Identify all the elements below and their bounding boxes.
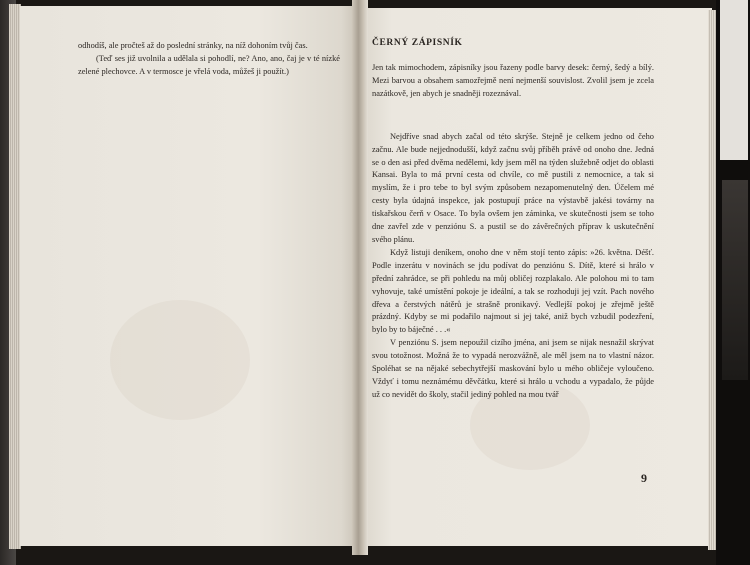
paper-stain (110, 300, 250, 420)
left-page (20, 6, 358, 546)
paragraph: Jen tak mimochodem, zápisníky jsou řazeny podle barvy desek: černý, šedý a bílý. Mezi barvou a obsahem samozřejmě není nejmenší souvislost. Zvolil jsem je zcela nazátkově, jen abych je snadněji rozeznával. (372, 63, 654, 98)
background-paper-strip (720, 0, 748, 160)
page-number: 9 (641, 471, 647, 485)
page-edges-right (708, 10, 716, 550)
paragraph: Nejdříve snad abych začal od této skrýše. Stejně je celkem jedno od čeho začnu. Ale bude nejjednodušší, když začnu svůj příběh právě od onoho dne. Jedná se o den asi před dvěma nedělemi, kdy jsem měl na týden služebně odjet do oblasti Kansai. Byla to má první cesta od chvíle, co mě pustili z nemocnice, a tak si myslím, že i pro tebe to byl svým způsobem nezapomenutelný den. Účelem mé cesty byla údajná inspekce, jak postupují práce na výstavbě jakési továrny na tiskařskou čerň v Osace. To byla ovšem jen záminka, ve skutečnosti jsem se toho dne zavřel zde v penziónu S. a pustil se do závěrečných příprav k uskutečnění svého plánu. (372, 131, 654, 244)
chapter-heading: ČERNÝ ZÁPISNÍK (372, 38, 463, 48)
right-page-text (372, 62, 654, 402)
paragraph: odhodíš, ale pročteš až do poslední stránky, na níž dohoním tvůj čas. (78, 41, 308, 50)
paragraph: V penziónu S. jsem nepoužil cizího jména, ani jsem se nijak nesnažil skrývat svou totožnost. Možná že to vypadá nerozvážně, ale měl jsem na to vlastní názor. Spoléhat se na nějaké sebechytřejší maskování bylo u mého obličeje vyloučeno. Vždyť i tomu neznámému děvčátku, které si hrálo u vchodu a vypadalo, že půjde už co nevidět do školy, stačil jediný pohled na mou tvář (372, 338, 654, 399)
left-page-text (78, 40, 340, 79)
book-cover-right (716, 0, 750, 565)
background-shadow-strip (722, 180, 748, 380)
paragraph: (Teď ses již uvolnila a udělala si pohodlí, ne? Ano, ano, čaj je v té nízké zelené plechovce. A v termosce je vřelá voda, můžeš ji použít.) (78, 53, 340, 76)
book-gutter (352, 0, 368, 555)
paragraph: Když listuji deníkem, onoho dne v něm stojí tento zápis: »26. května. Déšť. Podle inzerátu v novinách se jdu podívat do penziónu S. Dítě, které si hrálo v přední zahrádce, se při pohledu na můj obličej rozplakalo. Ale polohou mi to tam vyhovuje, také umístění pokoje je ideální, a tak se rozhoduji jej vzít. Pach nového dřeva a čerstvých nátěrů je strašně pronikavý. Vedlejší pokoj je zřejmě ještě prázdný. Kdyby se mi podařilo najmout si jej také, aniž bych vzbudil podezření, bylo by to báječné . . .« (372, 247, 654, 335)
